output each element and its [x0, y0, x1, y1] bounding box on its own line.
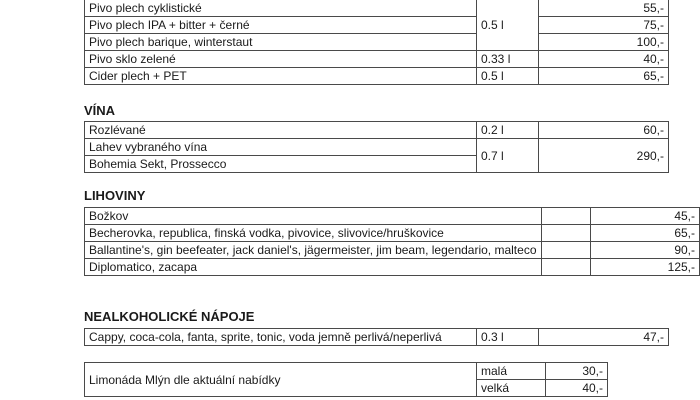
table-row: [85, 0, 669, 17]
table-row: [85, 122, 669, 139]
section-title-spirits: LIHOVINY: [84, 188, 146, 203]
item-price: 65,-: [539, 68, 669, 85]
item-volume: 0.33 l: [477, 51, 539, 68]
table-row: [85, 51, 669, 68]
item-price: 100,-: [539, 34, 669, 51]
item-volume-empty: [541, 225, 591, 242]
item-price: 60,-: [539, 122, 669, 139]
item-price: 45,-: [591, 208, 700, 225]
item-price: 90,-: [591, 242, 700, 259]
table-row: [85, 363, 608, 380]
item-name: Diplomatico, zacapa: [85, 259, 542, 276]
item-volume: 0.5 l: [477, 68, 539, 85]
item-volume: 0.3 l: [477, 329, 539, 346]
item-name: Rozlévané: [85, 122, 477, 139]
item-volume-empty: [541, 242, 591, 259]
item-name: Pivo sklo zelené: [85, 51, 477, 68]
item-price: 55,-: [539, 0, 669, 17]
item-price: 40,-: [546, 380, 608, 397]
item-name: Becherovka, republica, finská vodka, pivovice, slivovice/hruškovice: [85, 225, 542, 242]
item-price: 30,-: [546, 363, 608, 380]
table-row: [85, 68, 669, 85]
item-name: Pivo plech IPA + bitter + černé: [85, 17, 477, 34]
item-price: 40,-: [539, 51, 669, 68]
item-volume: 0.7 l: [477, 139, 539, 173]
item-name: Cider plech + PET: [85, 68, 477, 85]
table-row: [85, 329, 669, 346]
item-name: Cappy, coca-cola, fanta, sprite, tonic, voda jemně perlivá/neperlivá: [85, 329, 477, 346]
item-name: Pivo plech cyklistické: [85, 0, 477, 17]
item-name: Limonáda Mlýn dle aktuální nabídky: [85, 363, 477, 397]
item-size: velká: [477, 380, 546, 397]
table-row: [85, 225, 700, 242]
section-title-soft-drinks: NEALKOHOLICKÉ NÁPOJE: [84, 309, 255, 324]
item-price: 125,-: [591, 259, 700, 276]
table-row: [85, 208, 700, 225]
table-row: [85, 259, 700, 276]
item-name: Bohemia Sekt, Prossecco: [85, 156, 477, 173]
soft-drinks-table: [84, 328, 669, 346]
lemonade-table: [84, 362, 608, 397]
table-row: [85, 34, 669, 51]
beer-table: [84, 0, 669, 85]
item-volume: 0.5 l: [477, 0, 539, 51]
item-volume-empty: [541, 208, 591, 225]
item-name: Ballantine's, gin beefeater, jack daniel's, jägermeister, jim beam, legendario, malteco: [85, 242, 542, 259]
table-row: [85, 17, 669, 34]
item-name: Pivo plech barique, winterstaut: [85, 34, 477, 51]
table-row: [85, 242, 700, 259]
spirits-table: [84, 207, 700, 276]
item-size: malá: [477, 363, 546, 380]
item-volume-empty: [541, 259, 591, 276]
item-volume: 0.2 l: [477, 122, 539, 139]
item-price: 65,-: [591, 225, 700, 242]
wine-table: [84, 121, 669, 173]
item-price: 75,-: [539, 17, 669, 34]
item-name: Lahev vybraného vína: [85, 139, 477, 156]
item-name: Božkov: [85, 208, 542, 225]
item-price: 47,-: [539, 329, 669, 346]
item-price: 290,-: [539, 139, 669, 173]
section-title-wine: VÍNA: [84, 103, 116, 118]
table-row: [85, 139, 669, 156]
